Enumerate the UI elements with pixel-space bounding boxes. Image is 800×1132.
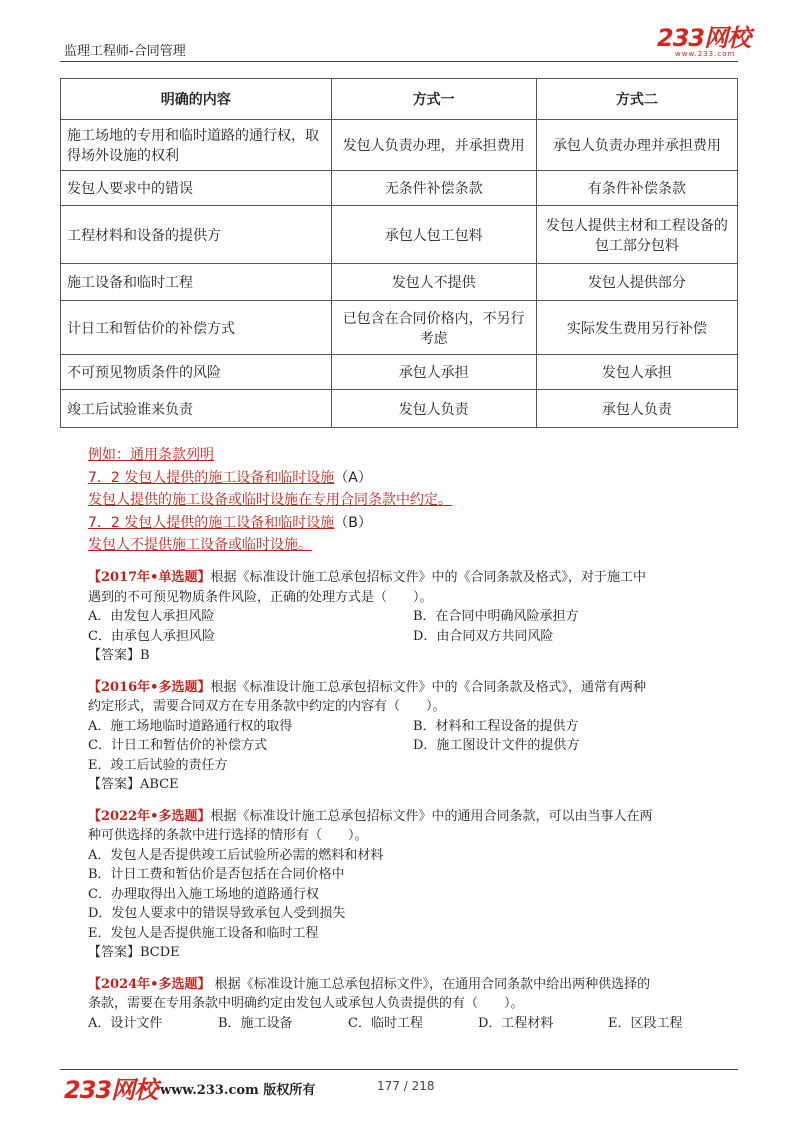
option-c: C．由承包人承担风险 bbox=[88, 628, 215, 644]
brand-logo bbox=[657, 26, 750, 58]
question-text: 根据《标准设计施工总承包招标文件》，在通用合同条款中给出两种供选择的 bbox=[210, 976, 651, 992]
comparison-table bbox=[60, 78, 738, 428]
table-cell: 计日工和暂估价的补偿方式 bbox=[61, 301, 332, 355]
question-2024 bbox=[88, 975, 738, 1034]
table-header-cell: 明确的内容 bbox=[61, 79, 332, 120]
option-b: B．在合同中明确风险承担方 bbox=[413, 609, 579, 624]
table-cell: 发包人承担 bbox=[536, 355, 737, 390]
table-cell: 不可预见物质条件的风险 bbox=[61, 355, 332, 390]
table-row bbox=[61, 206, 738, 264]
question-text: 根据《标准设计施工总承包招标文件》中的《合同条款及格式》，对于施工中 bbox=[210, 570, 647, 585]
question-tag: 【2022年•多选题】 bbox=[88, 808, 211, 824]
option-e: E．区段工程 bbox=[608, 1015, 683, 1031]
table-row bbox=[61, 355, 738, 390]
table-cell: 承包人包工包料 bbox=[331, 206, 536, 264]
option-c: C．办理取得出入施工场地的道路通行权 bbox=[88, 886, 319, 902]
question-2017 bbox=[88, 568, 738, 666]
option-list bbox=[88, 1014, 738, 1034]
question-tag: 【2016年•多选题】 bbox=[88, 679, 211, 695]
question-text: 根据《标准设计施工总承包招标文件》中的通用合同条款，可以由当事人在两 bbox=[210, 808, 653, 824]
footer-copyright: www.233.com 版权所有 bbox=[160, 1083, 316, 1098]
clause-text: 发包人不提供施工设备或临时设施。 bbox=[88, 537, 312, 553]
option-d: D．施工图设计文件的提供方 bbox=[413, 738, 580, 753]
question-text: 遇到的不可预见物质条件风险，正确的处理方式是（ ）。 bbox=[88, 589, 433, 605]
clause-option: （B） bbox=[334, 514, 372, 531]
option-a: A．施工场地临时道路通行权的取得 bbox=[88, 718, 293, 734]
question-text: 条款，需要在专用条款中明确约定由发包人或承包人负责提供的有（ ）。 bbox=[88, 996, 524, 1011]
header-title: 监理工程师-合同管理 bbox=[64, 44, 186, 59]
clause-line bbox=[88, 467, 452, 490]
table-cell: 发包人提供部分 bbox=[536, 264, 737, 301]
option-e: E．发包人是否提供施工设备和临时工程 bbox=[88, 925, 319, 941]
option-b: B．材料和工程设备的提供方 bbox=[413, 718, 579, 734]
table-cell: 发包人负责办理，并承担费用 bbox=[331, 120, 536, 171]
table-cell: 工程材料和设备的提供方 bbox=[61, 206, 332, 264]
answer: 【答案】ABCE bbox=[88, 777, 179, 792]
logo-url: www.233.com bbox=[675, 50, 736, 58]
question-text: 根据《标准设计施工总承包招标文件》中的《合同条款及格式》，通常有两种 bbox=[210, 679, 647, 695]
option-d: D．工程材料 bbox=[478, 1015, 554, 1031]
table-row bbox=[61, 264, 738, 301]
page-number: 177 / 218 bbox=[377, 1079, 435, 1093]
example-title: 例如：通用条款列明 bbox=[88, 447, 214, 463]
option-e: E．竣工后试验的责任方 bbox=[88, 757, 228, 773]
table-cell: 承包人负责 bbox=[536, 390, 737, 428]
clause-text: 发包人提供的施工设备或临时设施在专用合同条款中约定。 bbox=[88, 492, 452, 508]
question-text: 种可供选择的条款中进行选择的情形有（ ）。 bbox=[88, 828, 368, 843]
table-cell: 无条件补偿条款 bbox=[331, 171, 536, 206]
table-row bbox=[61, 390, 738, 428]
table-cell: 施工场地的专用和临时道路的通行权，取得场外设施的权利 bbox=[61, 120, 332, 171]
question-2022 bbox=[88, 807, 738, 963]
answer: 【答案】B bbox=[88, 648, 150, 663]
question-text: 约定形式，需要合同双方在专用条款中约定的内容有（ ）。 bbox=[88, 699, 446, 714]
table-cell: 已包含在合同价格内，不另行考虑 bbox=[331, 301, 536, 355]
table-cell: 有条件补偿条款 bbox=[536, 171, 737, 206]
clause-option: （A） bbox=[334, 469, 372, 486]
clause-line bbox=[88, 512, 452, 535]
question-tag: 【2024年•多选题】 bbox=[88, 976, 211, 992]
header-divider bbox=[60, 61, 738, 62]
clause-heading: 7．2 发包人提供的施工设备和临时设施 bbox=[88, 469, 335, 486]
option-a: A．设计文件 bbox=[88, 1015, 163, 1031]
option-d: D．由合同双方共同风险 bbox=[413, 628, 554, 644]
table-cell: 发包人要求中的错误 bbox=[61, 171, 332, 206]
table-cell: 发包人不提供 bbox=[331, 264, 536, 301]
table-cell: 竣工后试验谁来负责 bbox=[61, 390, 332, 428]
option-list bbox=[88, 607, 738, 646]
table-header-cell: 方式二 bbox=[536, 79, 737, 120]
option-list bbox=[88, 717, 738, 776]
option-c: C．临时工程 bbox=[348, 1015, 423, 1031]
footer-divider bbox=[60, 1069, 738, 1070]
logo-text: 233网校 bbox=[657, 24, 751, 52]
clause-heading: 7．2 发包人提供的施工设备和临时设施 bbox=[88, 514, 335, 531]
table-cell: 实际发生费用另行补偿 bbox=[536, 301, 737, 355]
table-cell: 施工设备和临时工程 bbox=[61, 264, 332, 301]
table-cell: 发包人负责 bbox=[331, 390, 536, 428]
option-b: B．施工设备 bbox=[218, 1015, 293, 1031]
table-cell: 承包人负责办理并承担费用 bbox=[536, 120, 737, 171]
option-b: B．计日工费和暂估价是否包括在合同价格中 bbox=[88, 867, 345, 882]
table-header-row bbox=[61, 79, 738, 120]
question-list bbox=[88, 568, 738, 1045]
footer-logo: 233网校 bbox=[64, 1076, 158, 1104]
question-tag: 【2017年•单选题】 bbox=[88, 570, 211, 585]
table-cell: 承包人承担 bbox=[331, 355, 536, 390]
answer: 【答案】BCDE bbox=[88, 945, 180, 960]
table-header-cell: 方式一 bbox=[331, 79, 536, 120]
option-c: C．计日工和暂估价的补偿方式 bbox=[88, 738, 267, 753]
option-d: D．发包人要求中的错误导致承包人受到损失 bbox=[88, 906, 346, 921]
table-row bbox=[61, 171, 738, 206]
option-a: A．发包人是否提供竣工后试验所必需的燃料和材料 bbox=[88, 847, 384, 863]
table-row bbox=[61, 120, 738, 171]
option-a: A．由发包人承担风险 bbox=[88, 609, 215, 624]
table-cell: 发包人提供主材和工程设备的包工部分包料 bbox=[536, 206, 737, 264]
question-2016 bbox=[88, 678, 738, 795]
table-row bbox=[61, 301, 738, 355]
example-clauses bbox=[88, 444, 452, 557]
